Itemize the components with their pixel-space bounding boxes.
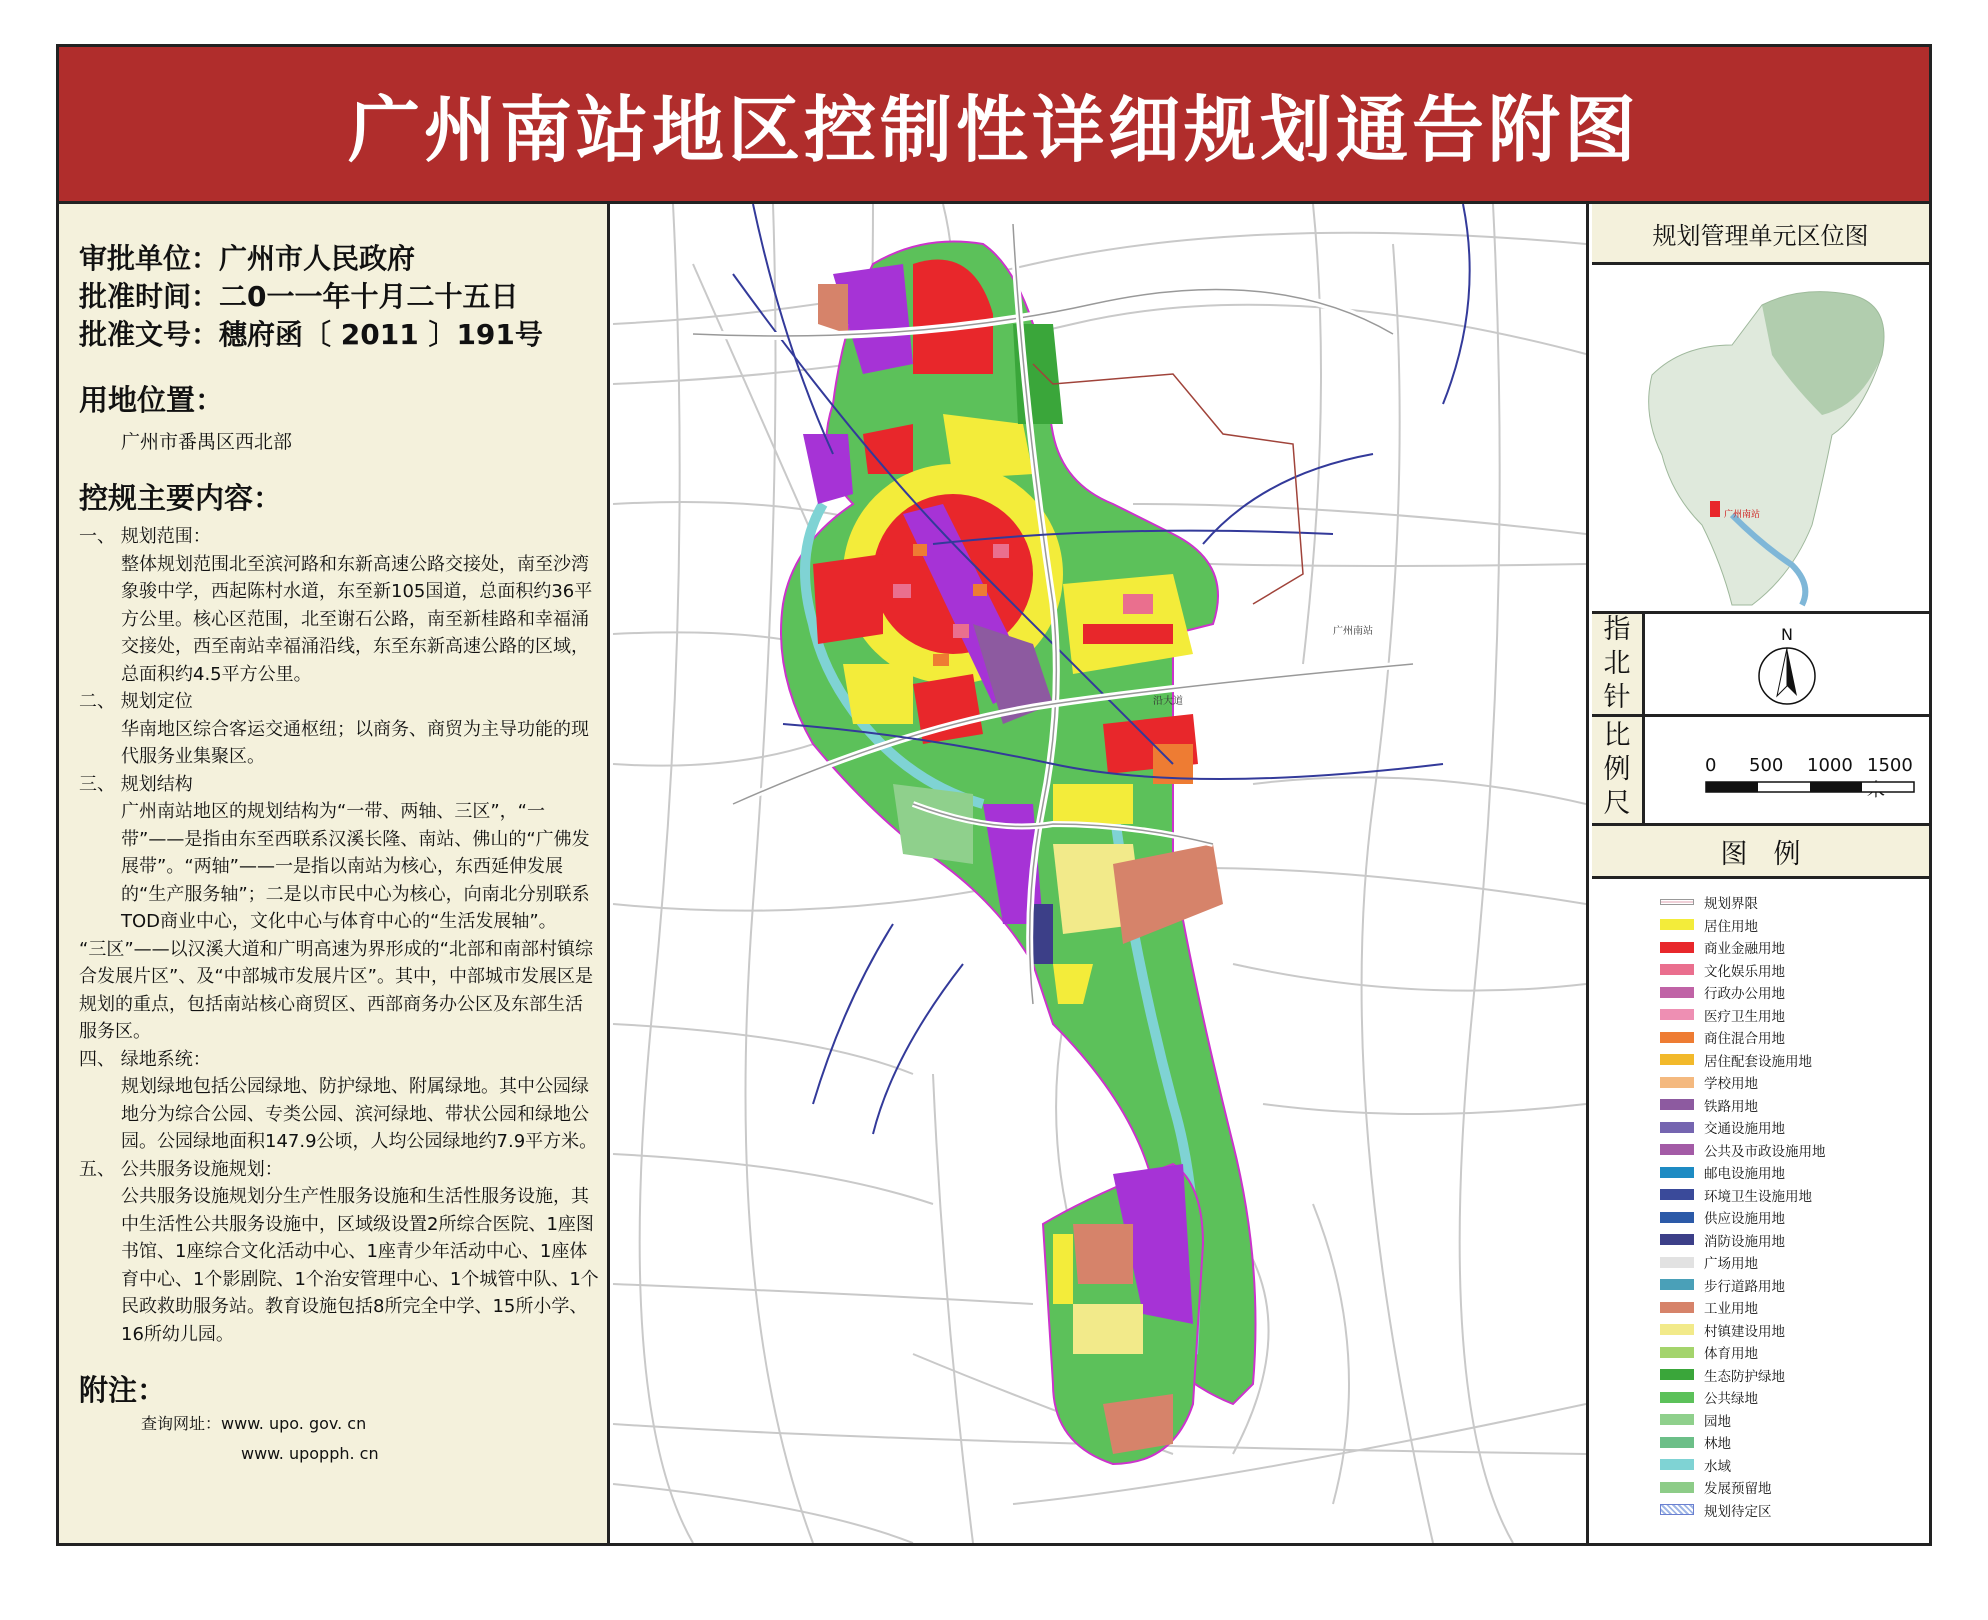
scale-bar xyxy=(1705,781,1915,795)
legend-swatch xyxy=(1660,1369,1694,1380)
legend-item xyxy=(1660,1341,1929,1364)
date-line xyxy=(79,278,607,316)
doc-value: 穗府函〔 2011 〕191号 xyxy=(219,318,543,351)
orchard-south xyxy=(893,784,973,864)
legend-swatch xyxy=(1660,1437,1694,1448)
legend-swatch xyxy=(1660,1167,1694,1178)
legend-swatch xyxy=(1660,1279,1694,1290)
legend-label: 广场用地 xyxy=(1704,1256,1758,1273)
legend-swatch xyxy=(1660,1144,1694,1155)
legend-item xyxy=(1660,981,1929,1004)
legend-item xyxy=(1660,1454,1929,1477)
industrial-south-tip xyxy=(1103,1394,1173,1454)
section-5-text: 公共服务设施规划分生产性服务设施和生活性服务设施，其中生活性公共服务设施中，区域级设置2所综合医院、1座图书馆、1座综合文化活动中心、1座青少年活动中心、1座体育中心、1个影剧院、1个治安管理中心、1个城管中队、1个民政救助服务站。教育设施包括8所完全中学、15所小学、16所幼儿园。 xyxy=(121,1186,599,1345)
legend-item xyxy=(1660,1319,1929,1342)
legend-label: 步行道路用地 xyxy=(1704,1278,1785,1295)
location-map xyxy=(1592,265,1929,614)
locmap-marker-label: 广州南站 xyxy=(1724,510,1761,520)
legend-swatch xyxy=(1660,1212,1694,1223)
section-1-title: 一、 规划范围： xyxy=(79,526,211,547)
legend-item xyxy=(1660,1364,1929,1387)
legend-swatch xyxy=(1660,1032,1694,1043)
legend-item xyxy=(1660,914,1929,937)
legend-label: 发展预留地 xyxy=(1704,1481,1772,1498)
section-3-text: 广州南站地区的规划结构为“一带、两轴、三区”，“一带”——是指由东至西联系汉溪长隆、南站、佛山的“广佛发展带”。“两轴”——一是指以南站为核心，东西延伸发展的“生产服务轴”；二是以市民中心为核心，向南北分别联系TOD商业中心，文化中心与体育中心的“生活发展轴”。 xyxy=(121,801,590,932)
legend-label: 规划界限 xyxy=(1704,896,1758,913)
legend-swatch xyxy=(1660,919,1694,930)
legend-item xyxy=(1660,1296,1929,1319)
legend-swatch xyxy=(1660,1392,1694,1403)
scale-label: 比例尺 xyxy=(1592,717,1645,823)
legend-title: 图例 xyxy=(1592,826,1929,879)
legend-item xyxy=(1660,1161,1929,1184)
legend-swatch xyxy=(1660,964,1694,975)
legend-label: 铁路用地 xyxy=(1704,1098,1758,1115)
legend-swatch xyxy=(1660,1414,1694,1425)
legend-label: 商业金融用地 xyxy=(1704,941,1785,958)
legend-swatch xyxy=(1660,1347,1694,1358)
map-road-label-2: 广州南站 xyxy=(1333,626,1373,637)
legend-item xyxy=(1660,1499,1929,1522)
legend-item xyxy=(1660,1184,1929,1207)
commercial-west-cluster xyxy=(813,554,883,644)
title-bar xyxy=(59,47,1929,204)
location-heading: 用地位置： xyxy=(79,383,225,417)
section-2-title: 二、 规划定位 xyxy=(79,691,193,712)
doc-label: 批准文号： xyxy=(79,318,220,351)
legend-swatch xyxy=(1660,1009,1694,1020)
legend-label: 供应设施用地 xyxy=(1704,1211,1785,1228)
notes-heading: 附注： xyxy=(79,1373,167,1407)
legend-label: 交通设施用地 xyxy=(1704,1121,1785,1138)
legend-label: 居住配套设施用地 xyxy=(1704,1053,1812,1070)
doc-line xyxy=(79,316,607,354)
legend-label: 园地 xyxy=(1704,1413,1731,1430)
url-label: 查询网址： xyxy=(141,1414,222,1433)
scale-tick-0: 0 xyxy=(1705,755,1717,776)
content-body xyxy=(79,523,607,1348)
compass-n: N xyxy=(1781,625,1793,644)
legend-swatch xyxy=(1660,1257,1694,1268)
compass-icon xyxy=(1645,614,1929,714)
legend-swatch xyxy=(1660,1077,1694,1088)
section-2-text: 华南地区综合客运交通枢纽；以商务、商贸为主导功能的现代服务业集聚区。 xyxy=(121,718,589,767)
legend-label: 居住用地 xyxy=(1704,918,1758,935)
scale-tick-500: 500 xyxy=(1749,755,1784,776)
legend-swatch xyxy=(1660,1324,1694,1335)
residential-west-cluster xyxy=(843,664,913,724)
legend-label: 规划待定区 xyxy=(1704,1503,1772,1520)
location-map-svg xyxy=(1592,265,1929,611)
legend-item xyxy=(1660,936,1929,959)
legend-swatch xyxy=(1660,942,1694,953)
legend-label: 环境卫生设施用地 xyxy=(1704,1188,1812,1205)
industrial-nw xyxy=(818,284,848,334)
url-1[interactable]: www. upo. gov. cn xyxy=(221,1414,367,1433)
legend-item xyxy=(1660,1229,1929,1252)
legend-label: 商住混合用地 xyxy=(1704,1031,1785,1048)
date-value: 二0一一年十月二十五日 xyxy=(219,280,519,313)
legend-label: 医疗卫生用地 xyxy=(1704,1008,1785,1025)
legend-item xyxy=(1660,1139,1929,1162)
date-label: 批准时间： xyxy=(79,280,220,313)
legend-label: 文化娱乐用地 xyxy=(1704,963,1785,980)
url-line-1 xyxy=(141,1409,607,1439)
legend-item xyxy=(1660,1274,1929,1297)
legend-swatch xyxy=(1660,1189,1694,1200)
legend-swatch xyxy=(1660,1459,1694,1470)
commercial-east-band xyxy=(1083,624,1173,644)
residential-south-tail xyxy=(1053,1234,1073,1304)
residential-east-south xyxy=(1053,784,1133,824)
section-4-title: 四、 绿地系统： xyxy=(79,1048,211,1070)
legend-item xyxy=(1660,1431,1929,1454)
legend-swatch xyxy=(1660,1054,1694,1065)
approver-label: 审批单位： xyxy=(79,242,220,275)
legend-item xyxy=(1660,1004,1929,1027)
url-2[interactable]: www. upopph. cn xyxy=(241,1444,379,1463)
scale-tick-1000: 1000 xyxy=(1807,755,1853,776)
legend-label: 公共绿地 xyxy=(1704,1391,1758,1408)
legend-item xyxy=(1660,1476,1929,1499)
land-use-map-svg xyxy=(613,204,1586,1543)
locmap-marker xyxy=(1710,501,1720,517)
legend-item xyxy=(1660,891,1929,914)
legend-label: 工业用地 xyxy=(1704,1301,1758,1318)
legend-item xyxy=(1660,1116,1929,1139)
land-use-map xyxy=(613,204,1589,1543)
legend-swatch xyxy=(1660,1122,1694,1133)
section-1-text: 整体规划范围北至滨河路和东新高速公路交接处，南至沙湾象骏中学，西起陈村水道，东至新105国道，总面积约36平方公里。核心区范围，北至谢石公路，南至新桂路和幸福涌交接处，西至南站幸福涌沿线，东至东新高速公路的区域，总面积约4.5平方公里。 xyxy=(121,553,593,685)
compass-row xyxy=(1592,614,1929,717)
legend-swatch xyxy=(1660,987,1694,998)
legend-item xyxy=(1660,1094,1929,1117)
legend-list xyxy=(1592,879,1929,1521)
legend-label: 林地 xyxy=(1704,1436,1731,1453)
location-text: 广州市番禺区西北部 xyxy=(121,431,293,453)
section-3-title: 三、 规划结构 xyxy=(79,773,193,795)
compass-label: 指北针 xyxy=(1592,614,1645,714)
legend-item xyxy=(1660,1251,1929,1274)
legend-label: 水域 xyxy=(1704,1458,1731,1475)
side-panel xyxy=(1592,204,1929,1543)
legend-item xyxy=(1660,1026,1929,1049)
legend-item xyxy=(1660,1386,1929,1409)
section-3-text-2: “三区”——以汉溪大道和广明高速为界形成的“北部和南部村镇综合发展片区”、及“中部城市发展片区”。其中，中部城市发展区是规划的重点，包括南站核心商贸区、西部商务办公区及东部生活服务区。 xyxy=(79,938,593,1042)
legend-swatch xyxy=(1660,1099,1694,1110)
legend-label: 体育用地 xyxy=(1704,1346,1758,1363)
legend-swatch xyxy=(1660,899,1694,905)
legend-item xyxy=(1660,1049,1929,1072)
legend-swatch xyxy=(1660,1302,1694,1313)
approver-line xyxy=(79,240,607,278)
legend-item xyxy=(1660,959,1929,982)
village-south-tail xyxy=(1073,1304,1143,1354)
legend-item xyxy=(1660,1206,1929,1229)
legend-label: 村镇建设用地 xyxy=(1704,1323,1785,1340)
section-4-text: 规划绿地包括公园绿地、防护绿地、附属绿地。其中公园绿地分为综合公园、专类公园、滨河绿地、带状公园和绿地公园。公园绿地面积147.9公顷，人均公园绿地约7.9平方米。 xyxy=(121,1076,598,1152)
industrial-south-tail xyxy=(1073,1224,1133,1284)
legend-item xyxy=(1660,1071,1929,1094)
legend-label: 邮电设施用地 xyxy=(1704,1166,1785,1183)
info-panel xyxy=(59,204,610,1543)
legend-label: 公共及市政设施用地 xyxy=(1704,1143,1826,1160)
legend-item xyxy=(1660,1409,1929,1432)
culture-east xyxy=(1123,594,1153,614)
url-line-2 xyxy=(241,1439,607,1469)
legend-swatch xyxy=(1660,1234,1694,1245)
legend-swatch xyxy=(1660,1504,1694,1515)
scale-tick-1500: 1500 xyxy=(1867,755,1913,776)
legend-swatch xyxy=(1660,1482,1694,1493)
scale-row xyxy=(1592,717,1929,826)
approver-value: 广州市人民政府 xyxy=(219,242,416,275)
page-title: 广州南站地区控制性详细规划通告附图 xyxy=(347,88,1640,172)
legend-label: 消防设施用地 xyxy=(1704,1233,1785,1250)
section-5-title: 五、 公共服务设施规划： xyxy=(79,1158,283,1180)
legend-label: 学校用地 xyxy=(1704,1076,1758,1093)
content-heading: 控规主要内容： xyxy=(79,481,283,515)
legend-label: 生态防护绿地 xyxy=(1704,1368,1785,1385)
map-road-label-1: 沿大道 xyxy=(1153,696,1183,707)
locmap-title: 规划管理单元区位图 xyxy=(1592,204,1929,265)
legend-label: 行政办公用地 xyxy=(1704,986,1785,1003)
